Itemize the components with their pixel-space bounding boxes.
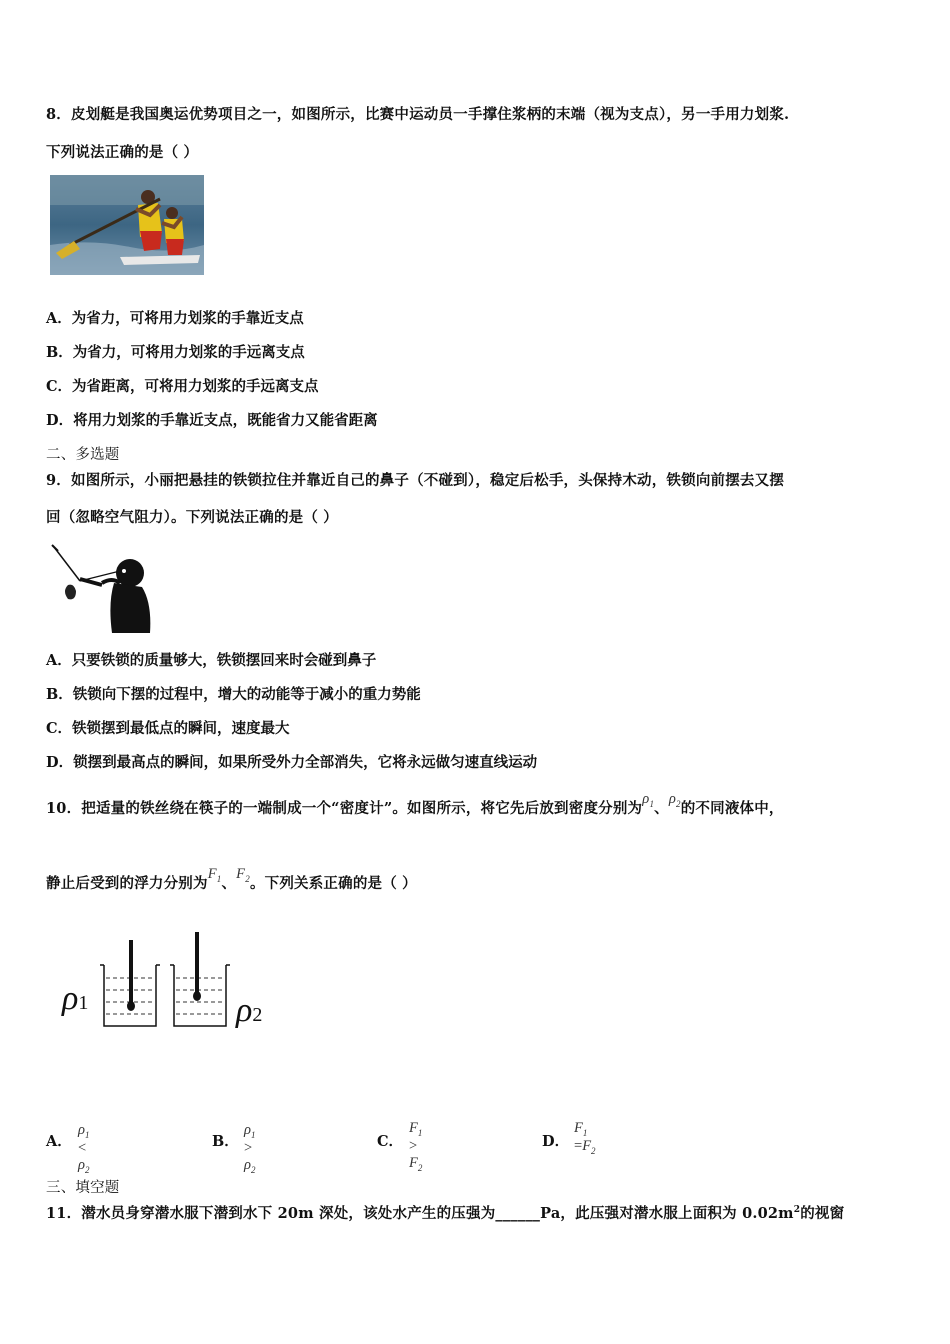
q8-option-d: D．将用力划浆的手靠近支点，既能省力又能省距离 — [46, 412, 378, 429]
q10-line2: 静止后受到的浮力分别为$F_1$、$F_2$。下列关系正确的是（ ） — [46, 866, 417, 892]
f1-symbol: $F_1$ — [207, 866, 222, 884]
q11-text-post: 的视窗 — [800, 1205, 845, 1222]
q10-option-c: C． $F_1 > F_2$ — [377, 1120, 423, 1173]
q8-option-a: A．为省力，可将用力划浆的手靠近支点 — [46, 310, 304, 327]
q10-option-a-expr: $\rho_1 < \rho_2$ — [78, 1122, 90, 1175]
q9-option-a: A．只要铁锁的质量够大，铁锁摆回来时会碰到鼻子 — [46, 652, 377, 669]
section-multi-choice-heading: 二、多选题 — [46, 447, 120, 463]
density-meter-figure — [60, 930, 280, 1040]
q9-option-c: C．铁锁摆到最低点的瞬间，速度最大 — [46, 720, 290, 737]
q11-line: 11．潜水员身穿潜水服下潜到水下 20m 深处，该处水产生的压强为______Pa，此压强对潜水服上面积为 $0.02m^2$的视窗 — [46, 1205, 845, 1222]
section-fill-blank-heading: 三、填空题 — [46, 1180, 120, 1196]
q10-option-d: D． $F_1 =F_2$ — [542, 1120, 596, 1156]
pendulum-girl-figure — [50, 543, 154, 635]
q9-line1: 9．如图所示，小丽把悬挂的铁锁拉住并靠近自己的鼻子（不碰到），稳定后松手，头保持木动，铁锁向前摆去又摆 — [46, 472, 785, 489]
q11-blank: ______ — [495, 1205, 541, 1222]
q9-option-b: B．铁锁向下摆的过程中，增大的动能等于减小的重力势能 — [46, 686, 421, 703]
rho1-figure-label: ρ1 — [62, 980, 89, 1017]
f2-symbol: $F_2$ — [236, 866, 250, 884]
q10-line2-end: 。下列关系正确的是（ ） — [249, 875, 417, 892]
q10-option-c-expr: $F_1 > F_2$ — [409, 1120, 423, 1173]
rho1-symbol: $\rho_1$ — [642, 791, 655, 809]
q8-option-b: B．为省力，可将用力划浆的手远离支点 — [46, 344, 305, 361]
q10-option-b: B． $\rho_1 > \rho_2$ — [212, 1122, 256, 1175]
q8-line2: 下列说法正确的是（ ） — [46, 144, 199, 161]
q11-text-pre: 11．潜水员身穿潜水服下潜到水下 20m 深处，该处水产生的压强为 — [46, 1205, 496, 1222]
q11-text-mid: Pa，此压强对潜水服上面积为 0.02m — [540, 1205, 794, 1222]
kayak-photo — [50, 175, 204, 275]
q10-line1-end: 的不同液体中， — [680, 800, 784, 817]
rho2-symbol: $\rho_2$ — [668, 791, 681, 809]
q8-option-c: C．为省距离，可将用力划浆的手远离支点 — [46, 378, 319, 395]
q10-line2-text: 静止后受到的浮力分别为 — [46, 875, 208, 892]
q9-line2: 回（忽略空气阻力）。下列说法正确的是（ ） — [46, 509, 338, 526]
q8-line1: 8．皮划艇是我国奥运优势项目之一，如图所示，比赛中运动员一手撑住浆柄的末端（视为支点），另一手用力划浆. — [46, 106, 790, 123]
q10-option-d-expr: $F_1 =F_2$ — [574, 1120, 596, 1156]
q10-line1-text: 10．把适量的铁丝绕在筷子的一端制成一个“密度计”。如图所示，将它先后放到密度分别为 — [46, 800, 643, 817]
q10-option-a: A． $\rho_1 < \rho_2$ — [46, 1122, 90, 1175]
q10-line1: 10．把适量的铁丝绕在筷子的一端制成一个“密度计”。如图所示，将它先后放到密度分别为$\rho_1$、$\rho_2$的不同液体中， — [46, 791, 784, 817]
q10-option-b-expr: $\rho_1 > \rho_2$ — [244, 1122, 256, 1175]
q9-option-d: D．锁摆到最高点的瞬间，如果所受外力全部消失，它将永远做匀速直线运动 — [46, 754, 538, 771]
rho2-figure-label: ρ2 — [236, 992, 263, 1029]
